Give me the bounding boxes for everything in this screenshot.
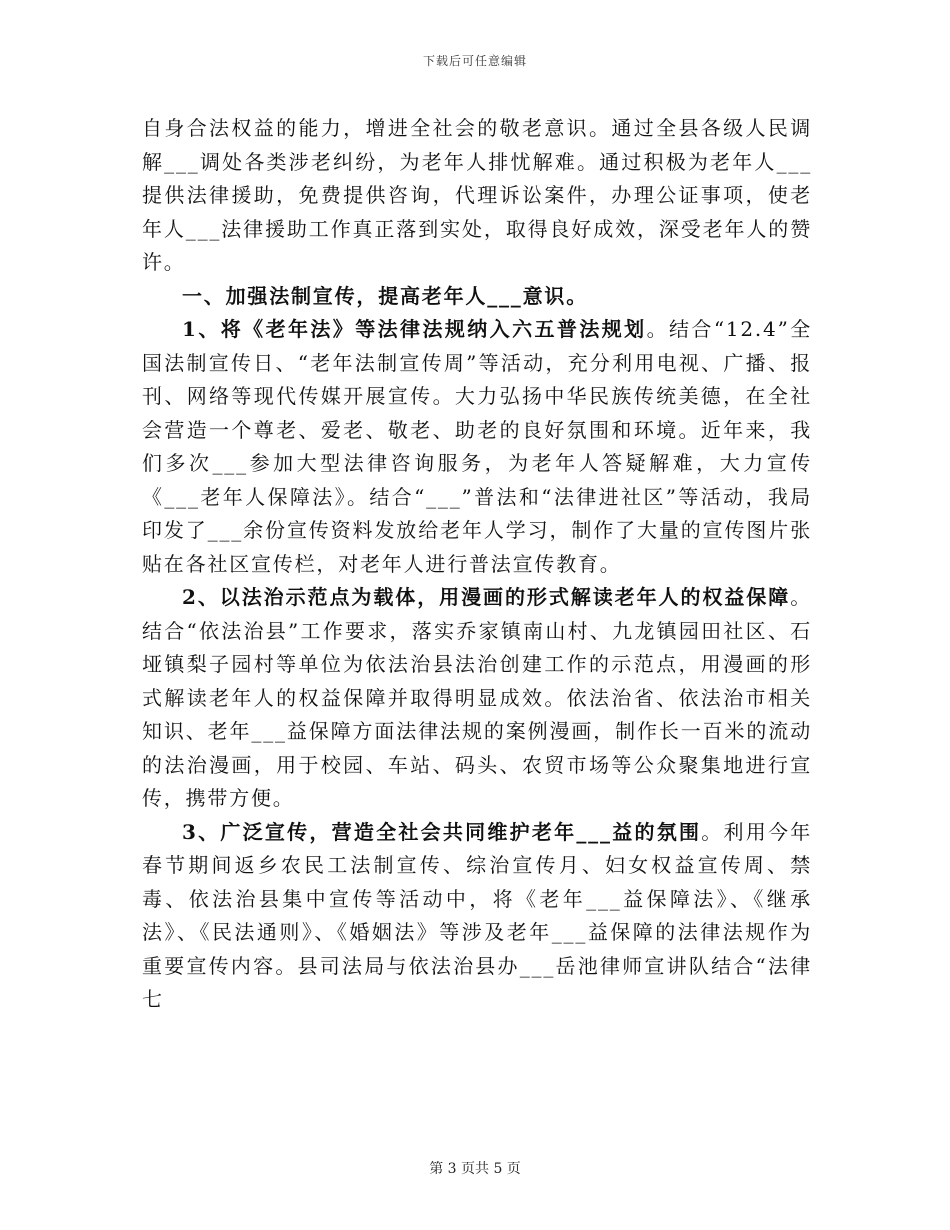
- item-2-body: 。结合“依法治县”工作要求，落实乔家镇南山村、九龙镇园田社区、石垭镇梨子园村等单位为依法治县法治创建工作的示范点，用漫画的形式解读老年人的权益保障并取得明显成效。依法治省、依法治市相关知识、老年___益保障方面法律法规的案例漫画，制作长一百米的流动的法治漫画，用于校园、车站、码头、农贸市场等公众聚集地进行宣传，携带方便。: [142, 585, 812, 810]
- paragraph-intro-text: 自身合法权益的能力，增进全社会的敬老意识。通过全县各级人民调解___调处各类涉老纠纷，为老年人排忧解难。通过积极为老年人___提供法律援助，免费提供咨询，代理诉讼案件，办理公证事项，使老年人___法律援助工作真正落到实处，取得良好成效，深受老年人的赞许。: [142, 116, 812, 274]
- paragraph-item-1: [142, 313, 812, 581]
- page-header: 下载后可任意编辑: [422, 54, 527, 68]
- item-2-lead: 2、以法治示范点为载体，用漫画的形式解读老年人的权益保障: [182, 585, 791, 609]
- section-heading-1: [142, 280, 812, 314]
- page-footer: 第 3 页共 5 页: [429, 1161, 521, 1177]
- section-heading-1-text: 一、加强法制宣传，提高老年人___意识。: [182, 283, 588, 308]
- paragraph-intro: [142, 112, 812, 280]
- paragraph-item-2: [142, 581, 812, 816]
- item-1-body: 。结合“12.4”全国法制宣传日、“老年法制宣传周”等活动，充分利用电视、广播、报刊、网络等现代传媒开展宣传。大力弘扬中华民族传统美德，在全社会营造一个尊老、爱老、敬老、助老的良好氛围和环境。近年来，我们多次___参加大型法律咨询服务，为老年人答疑解难，大力宣传《___老年人保障法》。结合“___”普法和“法律进社区”等活动，我局印发了___余份宣传资料发放给老年人学习，制作了大量的宣传图片张贴在各社区宣传栏，对老年人进行普法宣传教育。: [142, 317, 813, 576]
- document-body: [142, 112, 812, 1017]
- item-1-lead: 1、将《老年法》等法律法规纳入六五普法规划: [182, 317, 647, 341]
- item-3-lead: 3、广泛宣传，营造全社会共同维护老年___益的氛围: [182, 819, 702, 844]
- paragraph-item-3: [142, 816, 812, 1017]
- item-3-body: 。利用今年春节期间返乡农民工法制宣传、综治宣传月、妇女权益宣传周、禁毒、依法治县集中宣传等活动中，将《老年___益保障法》、《继承法》、《民法通则》、《婚姻法》等涉及老年___益保障的法律法规作为重要宣传内容。县司法局与依法治县办___岳池律师宣讲队结合“法律七: [142, 819, 813, 1011]
